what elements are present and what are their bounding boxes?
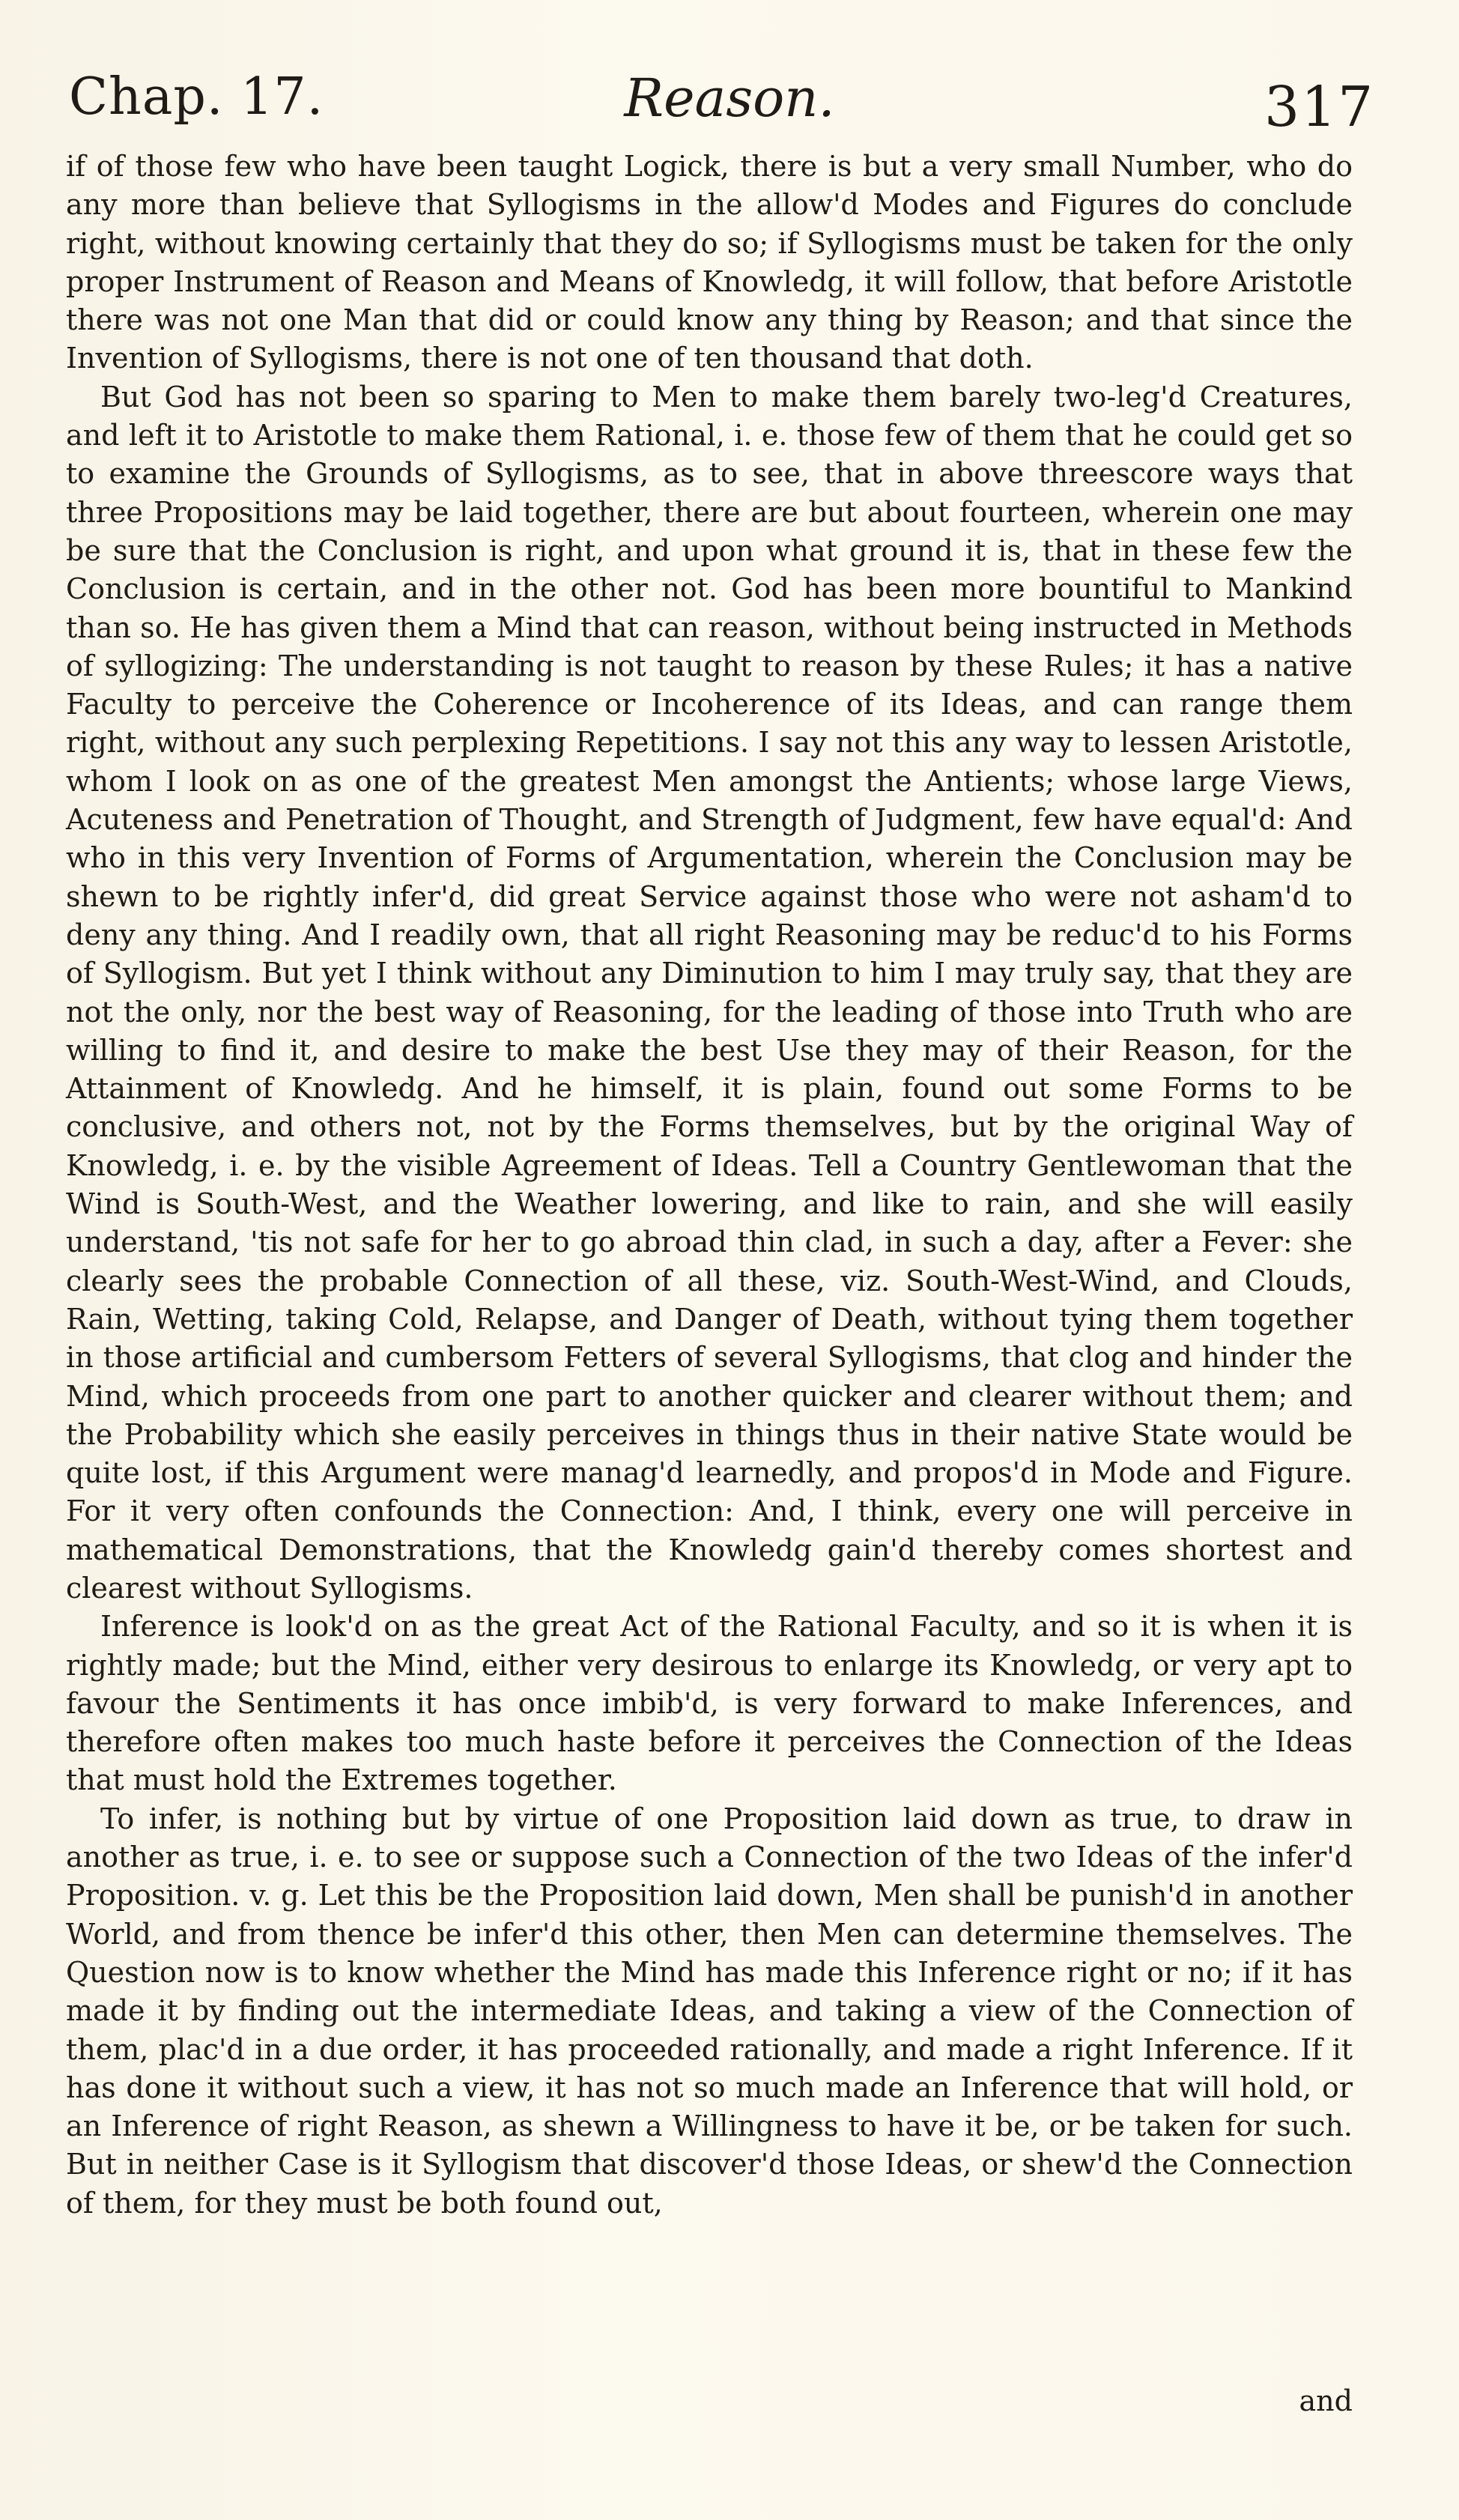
chapter-label: Chap. 17. bbox=[69, 67, 324, 127]
body-text bbox=[66, 148, 1353, 2223]
running-title: Reason. bbox=[624, 67, 835, 129]
paragraph: But God has not been so sparing to Men to make them barely two-leg'd Creatures, and left it to Aristotle to make them Rational, i. e. those few of them that he could get so to examine the Grounds of Syllogisms, as to see, that in above threescore ways that three Propositions may be laid together, there are but about fourteen, wherein one may be sure that the Conclusion is right, and upon what ground it is, that in these few the Conclusion is certain, and in the other not. God has been more bountiful to Mankind than so. He has given them a Mind that can reason, without being instructed in Methods of syllogizing: The understanding is not taught to reason by these Rules; it has a native Faculty to perceive the Coherence or Incoherence of its Ideas, and can range them right, without any such perplexing Repetitions. I say not this any way to lessen Aristotle, whom I look on as one of the greatest Men amongst the Antients; whose large Views, Acuteness and Penetration of Thought, and Strength of Judgment, few have equal'd: And who in this very Invention of Forms of Argumentation, wherein the Conclusion may be shewn to be rightly infer'd, did great Service against those who were not asham'd to deny any thing. And I readily own, that all right Reasoning may be reduc'd to his Forms of Syllogism. But yet I think without any Diminution to him I may truly say, that they are not the only, nor the best way of Reasoning, for the leading of those into Truth who are willing to find it, and desire to make the best Use they may of their Reason, for the Attainment of Knowledg. And he himself, it is plain, found out some Forms to be conclusive, and others not, not by the Forms themselves, but by the original Way of Knowledg, i. e. by the visible Agreement of Ideas. Tell a Country Gentlewoman that the Wind is South-West, and the Weather lowering, and like to rain, and she will easily understand, 'tis not safe for her to go abroad thin clad, in such a day, after a Fever: she clearly sees the probable Connection of all these, viz. South-West-Wind, and Clouds, Rain, Wetting, taking Cold, Relapse, and Danger of Death, without tying them together in those artificial and cumbersom Fetters of several Syllogisms, that clog and hinder the Mind, which proceeds from one part to another quicker and clearer without them; and the Probability which she easily perceives in things thus in their native State would be quite lost, if this Argument were manag'd learnedly, and propos'd in Mode and Figure. For it very often confounds the Connection: And, I think, every one will perceive in mathematical Demonstrations, that the Knowledg gain'd thereby comes shortest and clearest without Syllogisms. bbox=[66, 380, 1353, 1605]
paragraph-continuation: if of those few who have been taught Logick, there is but a very small Number, who do any more than believe that Syllogisms in the allow'd Modes and Figures do conclude right, without knowing certainly that they do so; if Syllogisms must be taken for the only proper Instrument of Reason and Means of Knowledg, it will follow, that before Aristotle there was not one Man that did or could know any thing by Reason; and that since the Invention of Syllogisms, there is not one of ten thousand that doth. bbox=[66, 150, 1353, 375]
page-number: 317 bbox=[1264, 75, 1375, 139]
catchword: and bbox=[1299, 2384, 1353, 2417]
paragraph: To infer, is nothing but by virtue of one Proposition laid down as true, to draw in another as true, i. e. to see or suppose such a Connection of the two Ideas of the infer'd Proposition. v. g. Let this be the Proposition laid down, Men shall be punish'd in another World, and from thence be infer'd this other, then Men can determine themselves. The Question now is to know whether the Mind has made this Inference right or no; if it has made it by finding out the intermediate Ideas, and taking a view of the Connection of them, plac'd in a due order, it has proceeded rationally, and made a right Inference. If it has done it without such a view, it has not so much made an Inference that will hold, or an Inference of right Reason, as shewn a Willingness to have it be, or be taken for such. But in neither Case is it Syllogism that discover'd those Ideas, or shew'd the Connection of them, for they must be both found out, bbox=[66, 1802, 1353, 2220]
running-header bbox=[0, 67, 1459, 150]
paragraph: Inference is look'd on as the great Act of the Rational Faculty, and so it is when it is rightly made; but the Mind, either very desirous to enlarge its Knowledg, or very apt to favour the Sentiments it has once imbib'd, is very forward to make Inferences, and therefore often makes too much haste before it perceives the Connection of the Ideas that must hold the Extremes together. bbox=[66, 1610, 1353, 1797]
